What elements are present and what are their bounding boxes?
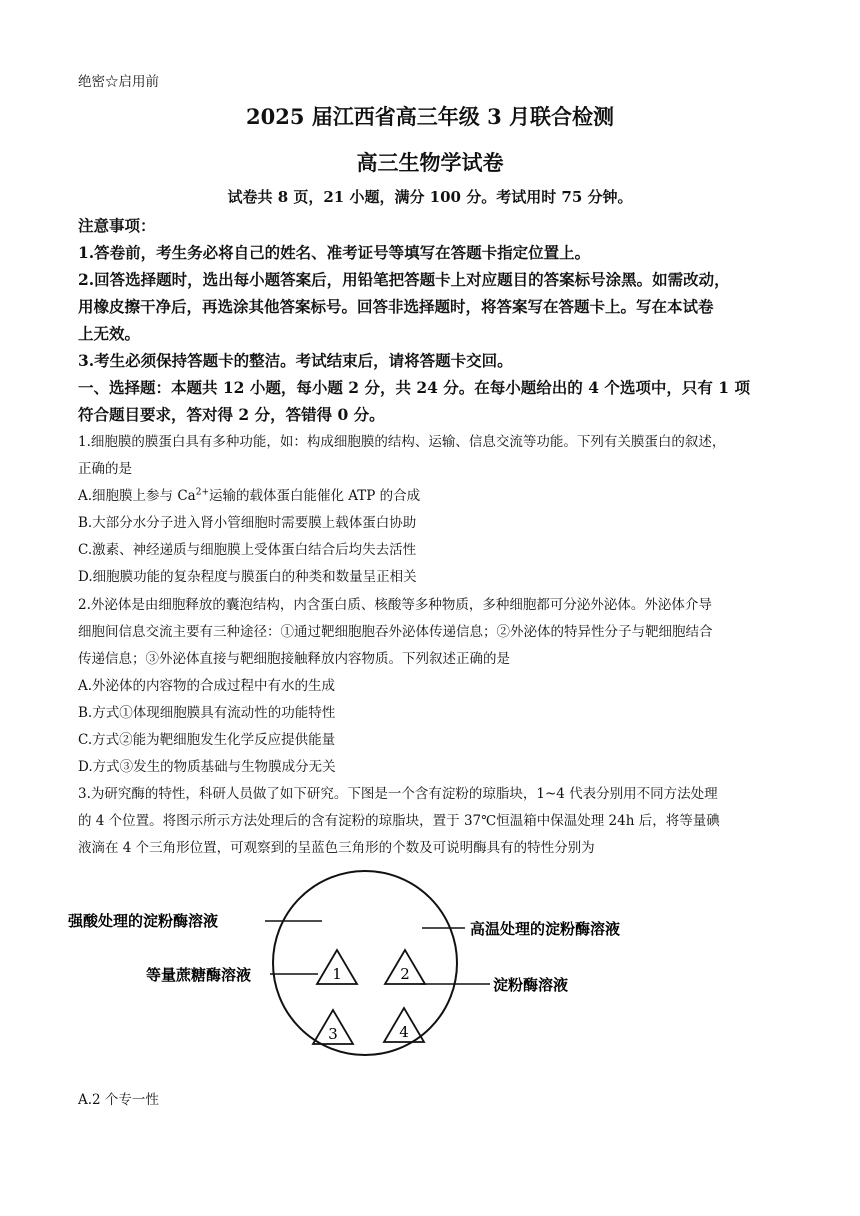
figure-label-3: 等量蔗糖酶溶液 — [146, 966, 252, 984]
section-1-line-1: 一、选择题：本题共 12 小题，每小题 2 分，共 24 分。在每小题给出的 4 个选项中，只有 1 项 — [78, 378, 750, 397]
note-2-line-2: 用橡皮擦干净后，再选涂其他答案标号。回答非选择题时，将答案写在答题卡上。写在本试卷 — [78, 297, 714, 316]
section-1-line-2: 符合题目要求，答对得 2 分，答错得 0 分。 — [78, 405, 385, 424]
q2-option-c: C.方式②能为靶细胞发生化学反应提供能量 — [78, 732, 336, 748]
triangle-2-number: 2 — [400, 965, 410, 983]
q1-option-c: C.激素、神经递质与细胞膜上受体蛋白结合后均失去活性 — [78, 542, 417, 558]
triangle-4-number: 4 — [399, 1023, 409, 1041]
q2-option-b: B.方式①体现细胞膜具有流动性的功能特性 — [78, 705, 336, 721]
confidential-mark: 绝密☆启用前 — [78, 74, 159, 90]
note-2-line-1: 2.回答选择题时，选出每小题答案后，用铅笔把答题卡上对应题目的答案标号涂黑。如需改动， — [78, 270, 730, 289]
q3-stem-line-3: 液滴在 4 个三角形位置，可观察到的呈蓝色三角形的个数及可说明酶具有的特性分别为 — [78, 840, 595, 856]
figure-label-4: 淀粉酶溶液 — [493, 976, 569, 994]
notes-heading: 注意事项： — [78, 216, 156, 235]
q2-option-d: D.方式③发生的物质基础与生物膜成分无关 — [78, 759, 336, 775]
exam-title: 2025 届江西省高三年级 3 月联合检测 — [246, 104, 614, 129]
figure-label-2: 高温处理的淀粉酶溶液 — [470, 920, 621, 938]
q3-stem-line-2: 的 4 个位置。将图示所示方法处理后的含有淀粉的琼脂块，置于 37℃恒温箱中保温处理 24h 后，将等量碘 — [78, 813, 720, 829]
note-3: 3.考生必须保持答题卡的整洁。考试结束后，请将答题卡交回。 — [78, 351, 513, 370]
agar-block-circle — [273, 871, 457, 1055]
q1-stem-line-2: 正确的是 — [78, 461, 132, 477]
q2-stem-line-2: 细胞间信息交流主要有三种途径：①通过靶细胞胞吞外泌体传递信息；②外泌体的特异性分子与靶细胞结合 — [78, 624, 713, 640]
agar-block-diagram — [60, 868, 680, 1078]
figure-label-1: 强酸处理的淀粉酶溶液 — [68, 912, 219, 930]
triangle-3-number: 3 — [328, 1025, 338, 1043]
exam-info: 试卷共 8 页，21 小题，满分 100 分。考试用时 75 分钟。 — [227, 188, 633, 206]
q1-stem-line-1: 1.细胞膜的膜蛋白具有多种功能，如：构成细胞膜的结构、运输、信息交流等功能。下列有关膜蛋白的叙述， — [78, 434, 726, 450]
note-2-line-3: 上无效。 — [78, 324, 141, 343]
q1-option-d: D.细胞膜功能的复杂程度与膜蛋白的种类和数量呈正相关 — [78, 569, 417, 585]
q2-stem-line-3: 传递信息；③外泌体直接与靶细胞接触释放内容物质。下列叙述正确的是 — [78, 651, 510, 667]
q1-option-a: A.细胞膜上参与 $Ca^{2+}$运输的载体蛋白能催化 ATP 的合成 — [78, 487, 421, 504]
q2-stem-line-1: 2.外泌体是由细胞释放的囊泡结构，内含蛋白质、核酸等多种物质，多种细胞都可分泌外泌体。外泌体介导 — [78, 597, 712, 613]
exam-subtitle: 高三生物学试卷 — [356, 150, 504, 175]
triangle-1-number: 1 — [332, 965, 342, 983]
q3-option-a: A.2 个专一性 — [78, 1092, 159, 1108]
q2-option-a: A.外泌体的内容物的合成过程中有水的生成 — [78, 678, 336, 694]
note-1: 1.答卷前，考生务必将自己的姓名、准考证号等填写在答题卡指定位置上。 — [78, 243, 591, 262]
q3-stem-line-1: 3.为研究酶的特性，科研人员做了如下研究。下图是一个含有淀粉的琼脂块，1~4 代表分别用不同方法处理 — [78, 786, 718, 802]
q1-option-b: B.大部分水分子进入肾小管细胞时需要膜上载体蛋白协助 — [78, 515, 417, 531]
